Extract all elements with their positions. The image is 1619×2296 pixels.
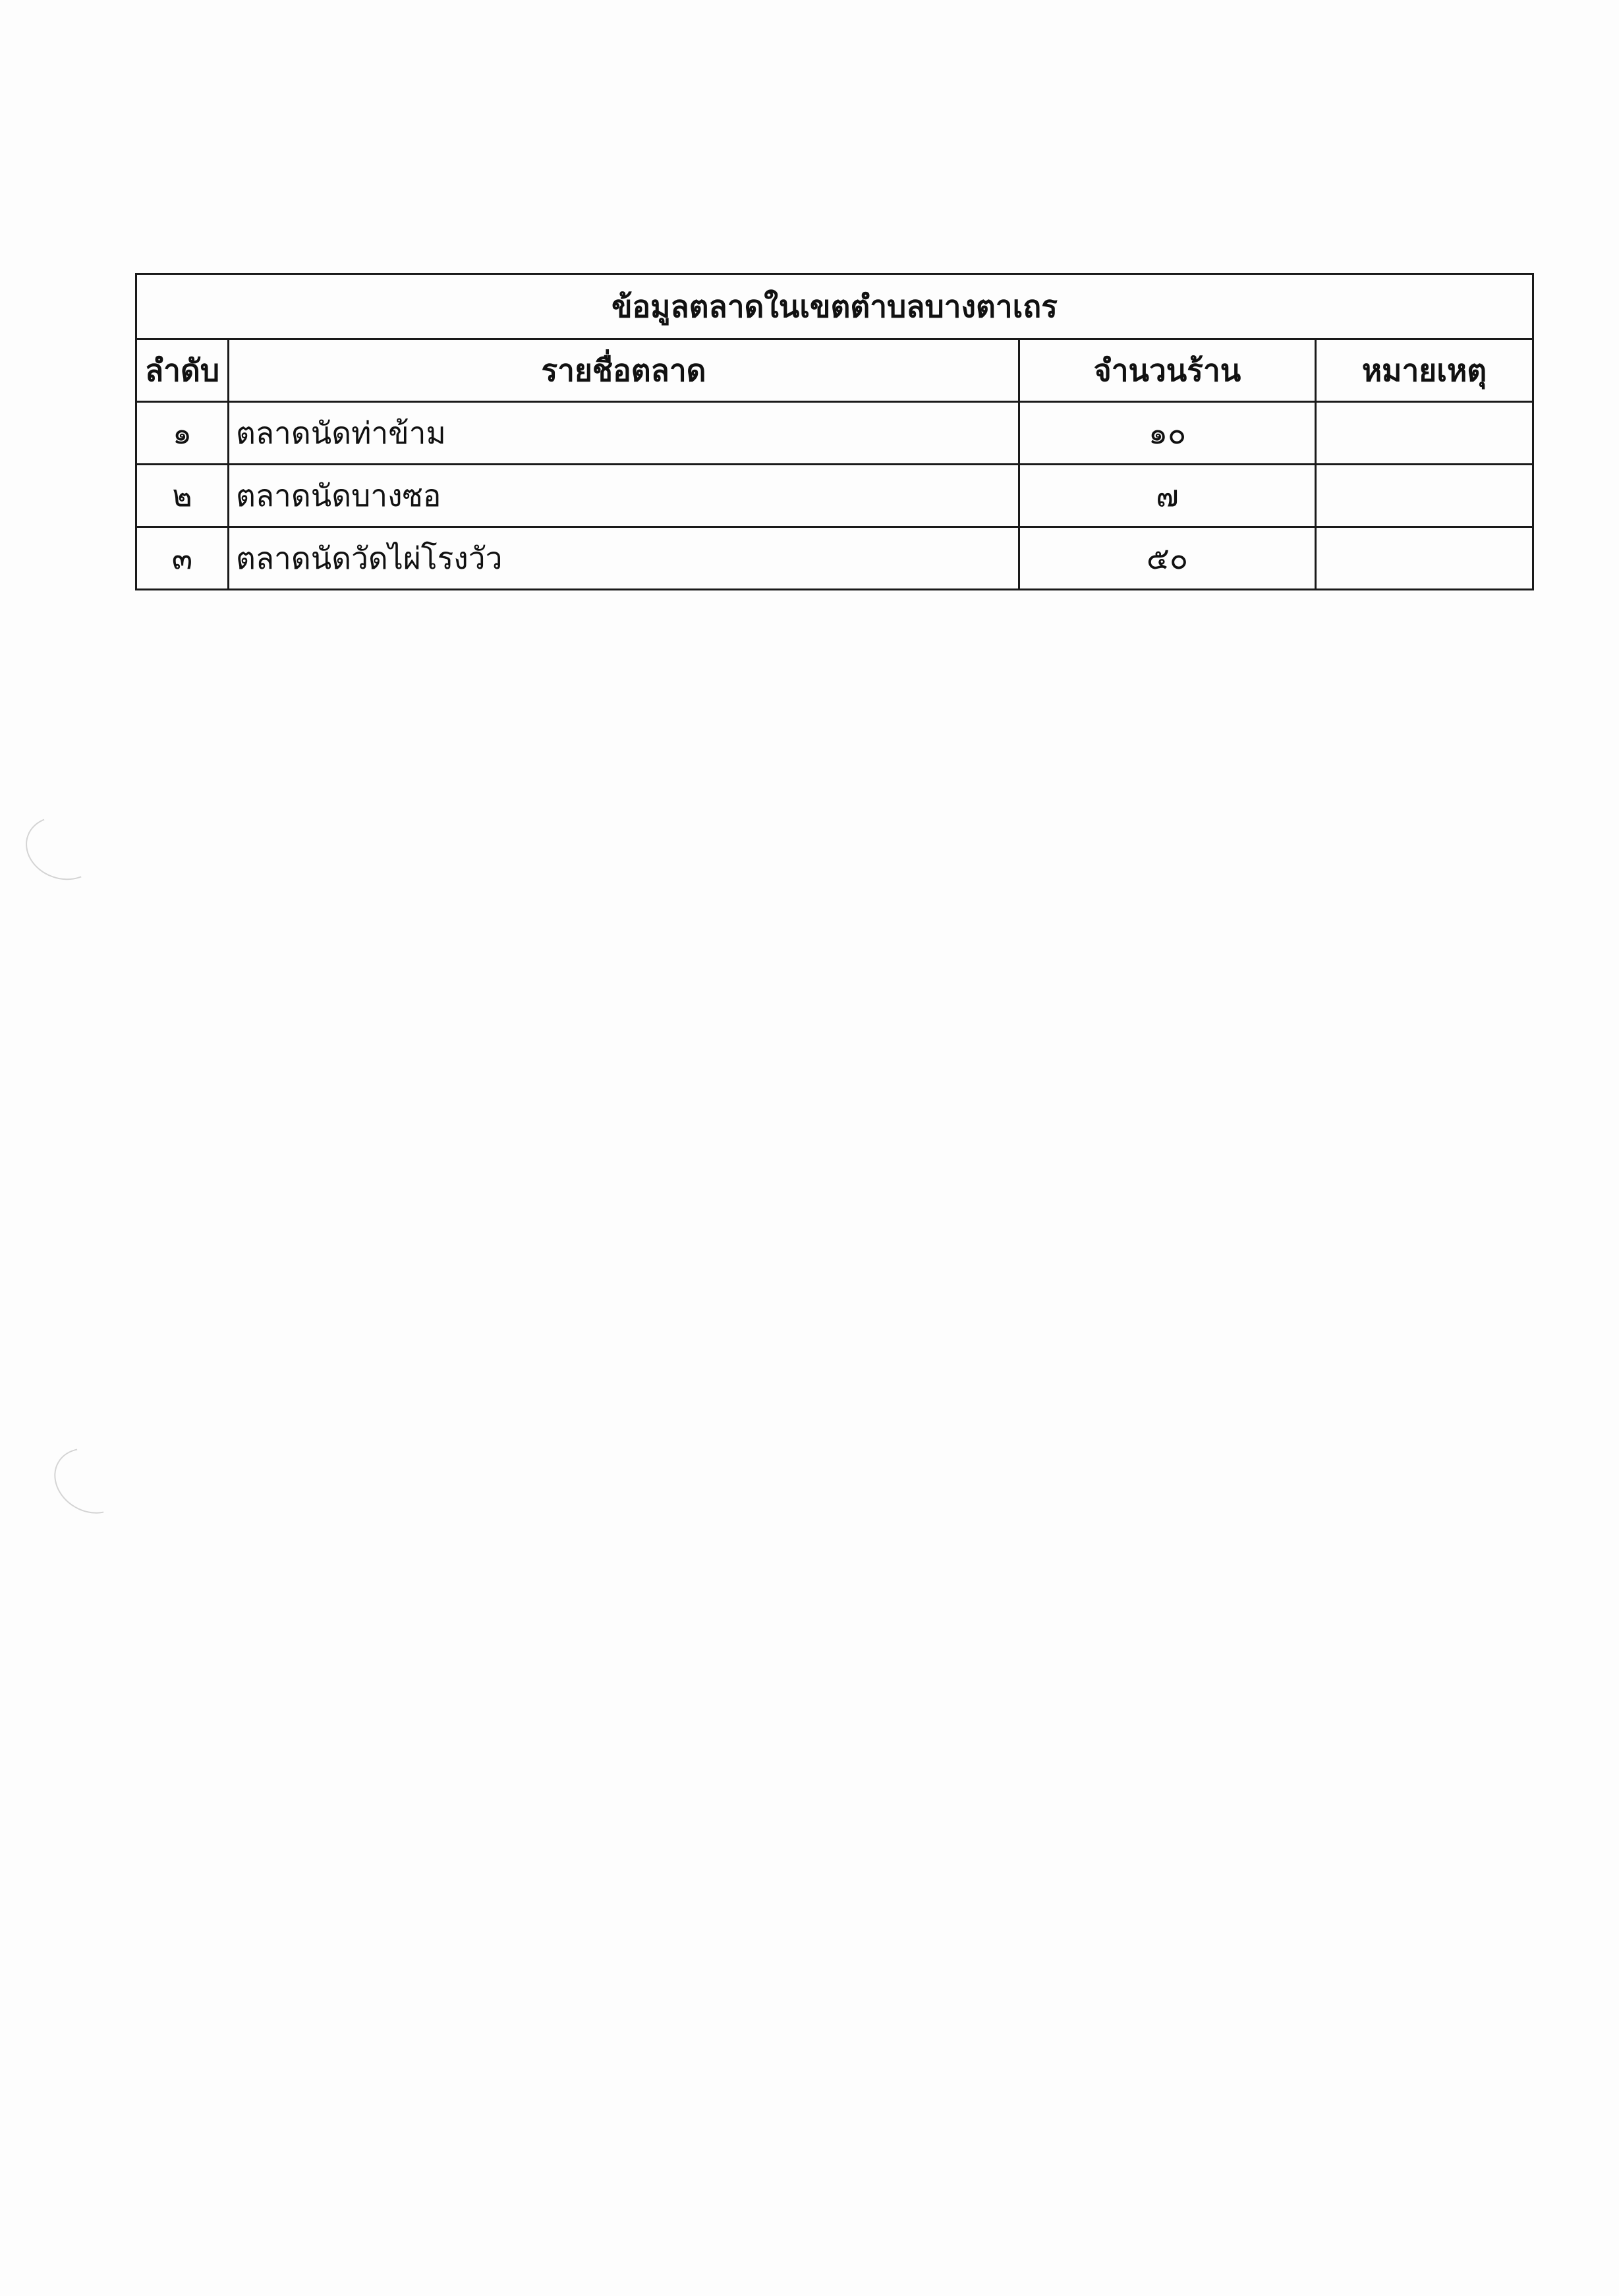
note-cell [1316,527,1533,590]
column-header-note: หมายเหตุ [1316,339,1533,402]
shop-count: ๗ [1019,465,1316,527]
row-number: ๑ [136,402,229,465]
market-table-container [135,273,1487,590]
table-title-row [136,274,1533,339]
market-name: ตลาดนัดบางซอ [229,465,1019,527]
market-table [135,273,1534,590]
column-header-count: จำนวนร้าน [1019,339,1316,402]
market-name: ตลาดนัดท่าข้าม [229,402,1019,465]
row-number: ๒ [136,465,229,527]
market-name: ตลาดนัดวัดไผ่โรงวัว [229,527,1019,590]
note-cell [1316,402,1533,465]
column-header-no: ลำดับ [136,339,229,402]
row-number: ๓ [136,527,229,590]
shop-count: ๕๐ [1019,527,1316,590]
table-row [136,465,1533,527]
table-row [136,527,1533,590]
punch-hole-mark [42,1435,138,1526]
note-cell [1316,465,1533,527]
table-header-row [136,339,1533,402]
table-row [136,402,1533,465]
punch-hole-mark [16,806,108,890]
shop-count: ๑๐ [1019,402,1316,465]
column-header-name: รายชื่อตลาด [229,339,1019,402]
table-title: ข้อมูลตลาดในเขตตำบลบางตาเถร [136,274,1533,339]
